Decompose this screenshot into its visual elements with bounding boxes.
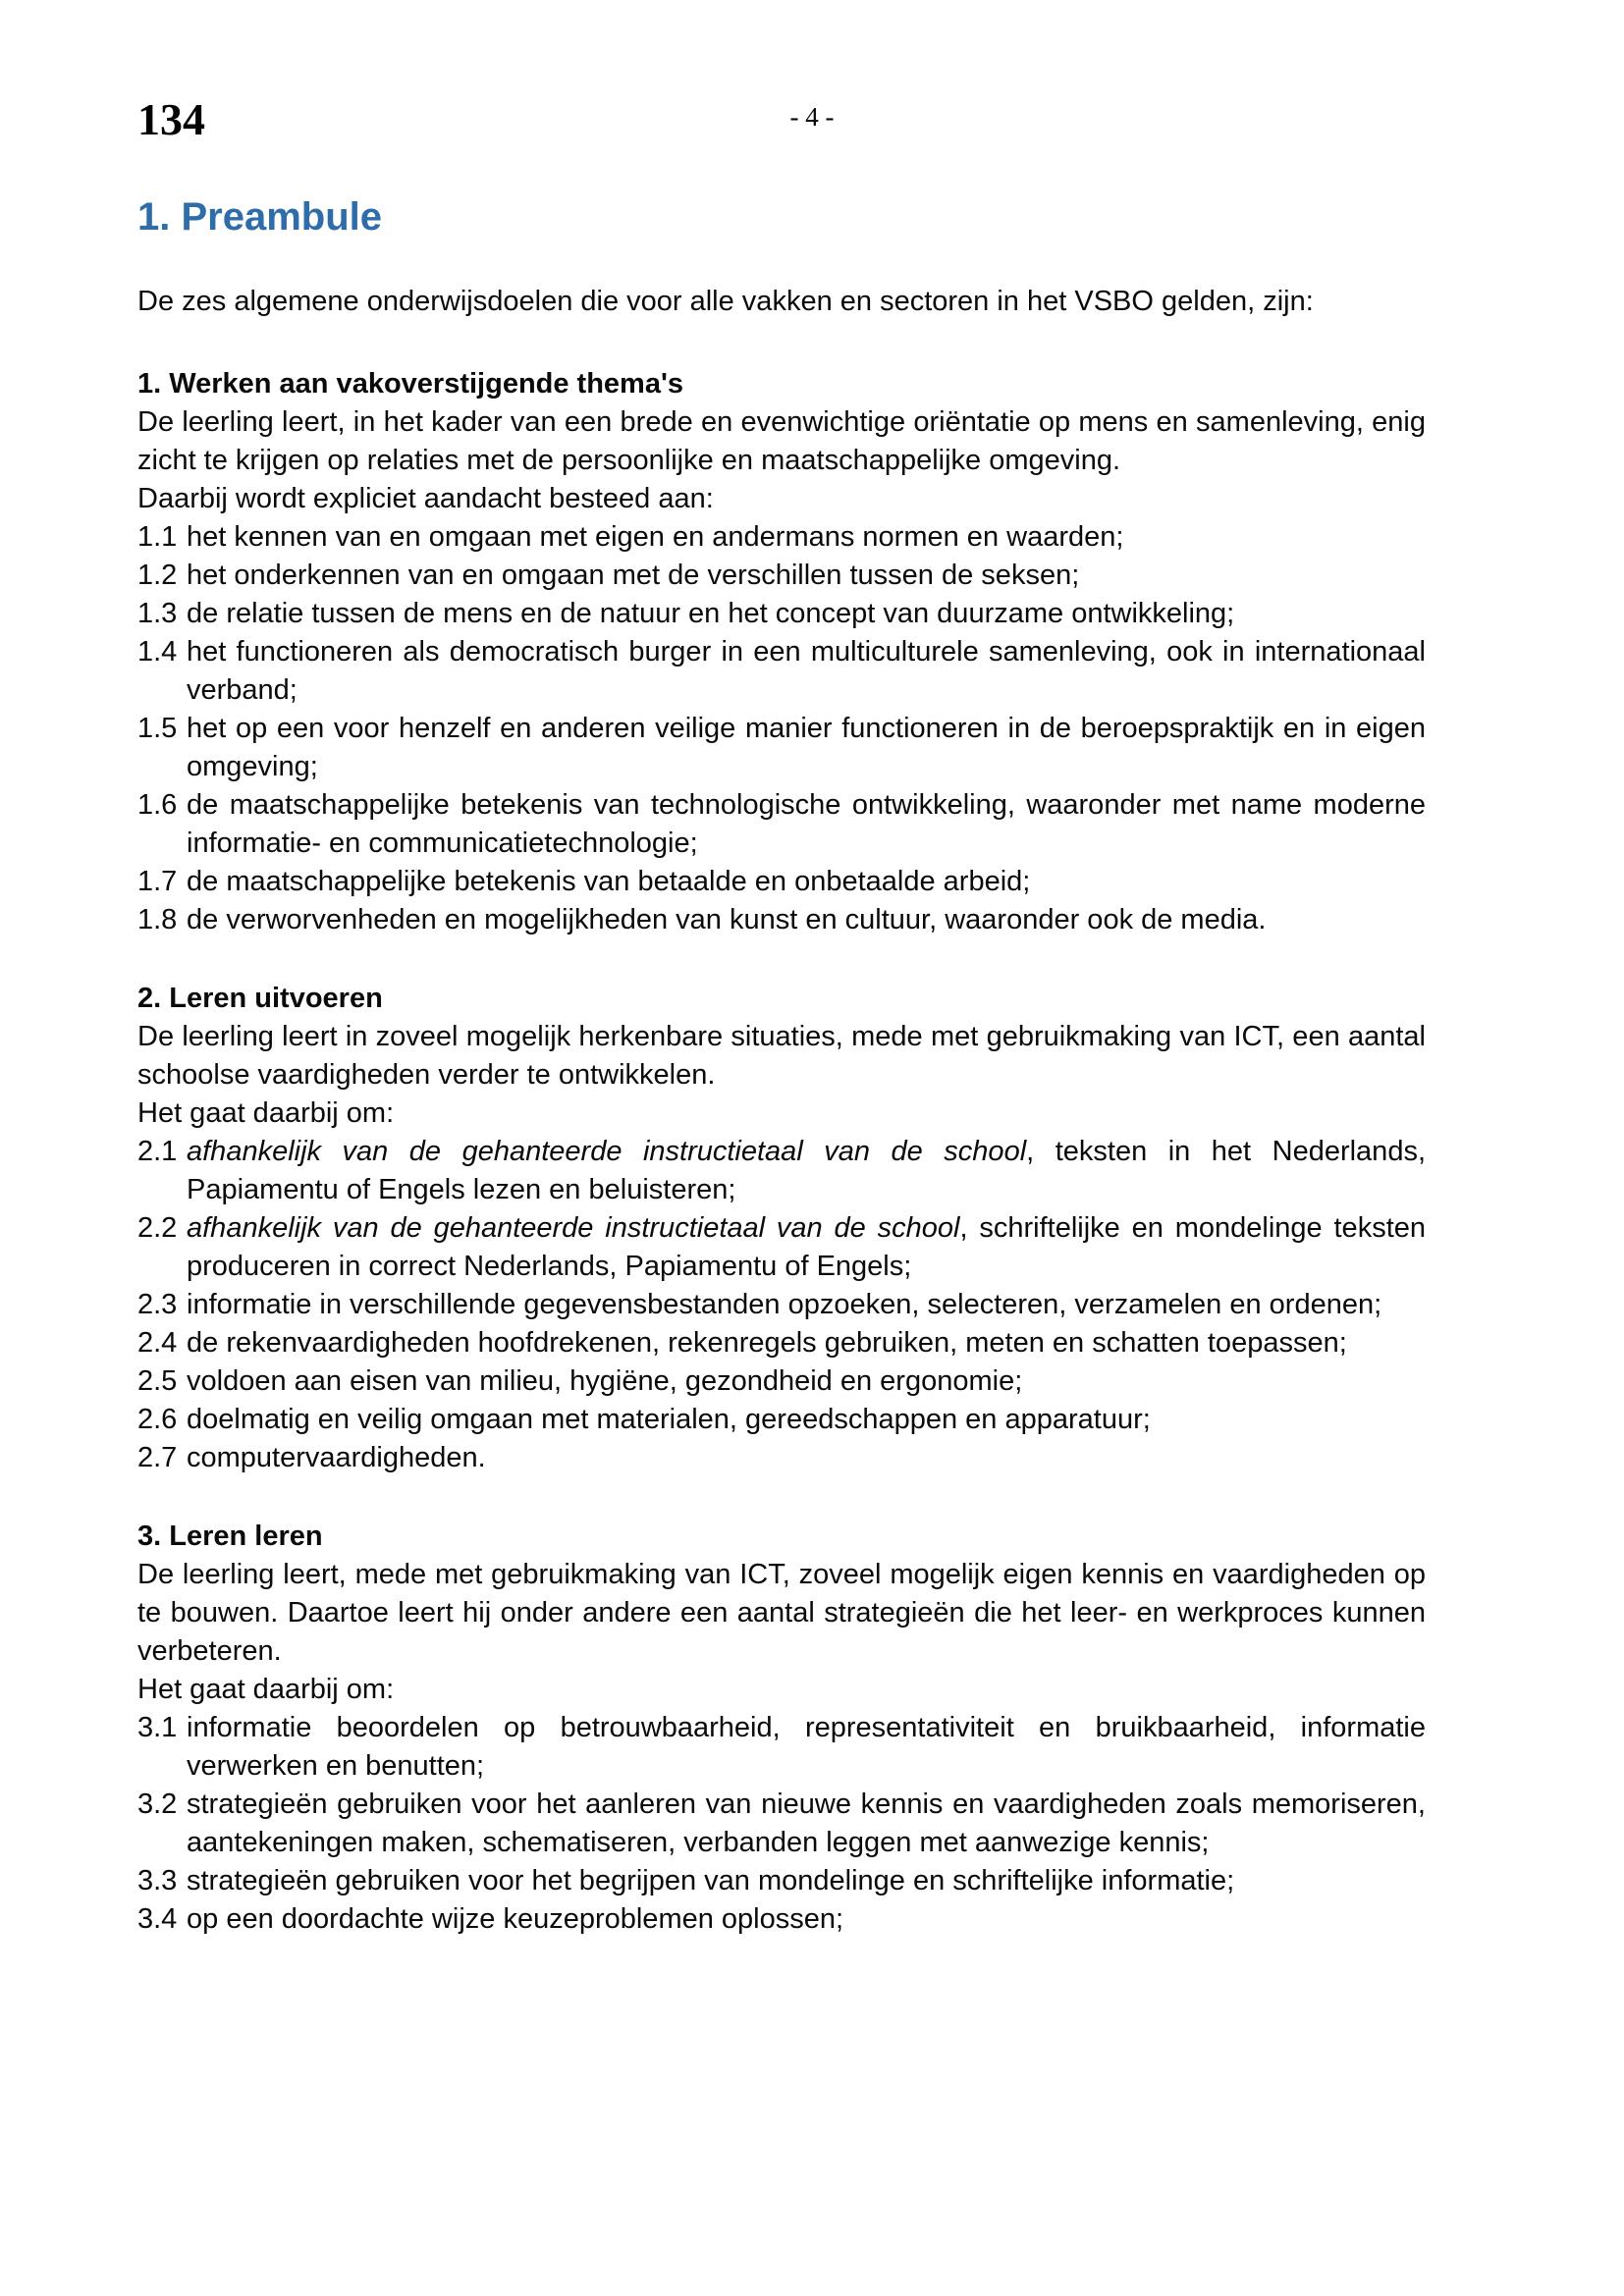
section — [137, 980, 1426, 1477]
item-number: 2.4 — [137, 1327, 178, 1359]
list-item — [137, 518, 1426, 557]
section — [137, 365, 1426, 939]
item-number: 2.1 — [137, 1136, 178, 1167]
item-number: 1.3 — [137, 598, 178, 629]
item-number: 2.2 — [137, 1212, 178, 1244]
list-item — [137, 1709, 1426, 1786]
section-paragraph: De leerling leert, in het kader van een brede en evenwichtige oriëntatie op mens en samenleving, enig zicht te krijgen op relaties met de persoonlijke en maatschappelijke omgeving. — [137, 406, 1426, 476]
item-text: strategieën gebruiken voor het begrijpen van mondelinge en schriftelijke informatie; — [187, 1865, 1235, 1896]
list-item — [137, 1286, 1426, 1324]
item-number: 1.7 — [137, 866, 178, 897]
list-item — [137, 1439, 1426, 1477]
item-text: de relatie tussen de mens en de natuur en het concept van duurzame ontwikkeling; — [187, 598, 1235, 629]
list-item — [137, 595, 1426, 633]
item-text: de verworvenheden en mogelijkheden van kunst en cultuur, waaronder ook de media. — [187, 904, 1267, 935]
page-title: 1. Preambule — [137, 195, 383, 239]
item-number: 1.2 — [137, 560, 178, 591]
section-paragraph: De leerling leert, mede met gebruikmaking van ICT, zoveel mogelijk eigen kennis en vaardigheden op te bouwen. Daartoe leert hij onder andere een aantal strategieën die het leer- en werkproces kunnen verbeteren. — [137, 1559, 1426, 1667]
list-item — [137, 1362, 1426, 1401]
item-list — [137, 518, 1426, 939]
list-item — [137, 557, 1426, 595]
sections-container — [137, 365, 1426, 1939]
item-list — [137, 1709, 1426, 1939]
intro-paragraph: De zes algemene onderwijsdoelen die voor alle vakken en sectoren in het VSBO gelden, zijn: — [137, 286, 1314, 317]
list-item — [137, 1209, 1426, 1286]
item-text: het kennen van en omgaan met eigen en andermans normen en waarden; — [187, 521, 1124, 553]
document-number: 134 — [137, 94, 205, 144]
item-text: afhankelijk van de gehanteerde instructietaal van de school, schriftelijke en mondelinge teksten produceren in correct Nederlands, Papiamentu of Engels; — [187, 1212, 1427, 1282]
item-text-italic: afhankelijk van de gehanteerde instructietaal van de school — [187, 1212, 960, 1244]
item-number: 3.4 — [137, 1903, 178, 1935]
item-text: op een doordachte wijze keuzeproblemen oplossen; — [187, 1903, 844, 1935]
item-number: 3.1 — [137, 1712, 178, 1743]
item-text: afhankelijk van de gehanteerde instructietaal van de school, teksten in het Nederlands, Papiamentu of Engels lezen en beluisteren; — [187, 1136, 1426, 1205]
item-text: de maatschappelijke betekenis van technologische ontwikkeling, waaronder met name moderne informatie- en communicatietechnologie; — [187, 789, 1426, 859]
item-number: 1.5 — [137, 713, 178, 744]
item-text: de rekenvaardigheden hoofdrekenen, rekenregels gebruiken, meten en schatten toepassen; — [187, 1327, 1347, 1359]
list-item — [137, 786, 1426, 863]
list-item — [137, 863, 1426, 901]
list-item — [137, 1324, 1426, 1362]
item-number: 2.3 — [137, 1289, 178, 1320]
item-number: 1.1 — [137, 521, 178, 553]
item-text-italic: afhankelijk van de gehanteerde instructietaal van de school — [187, 1136, 1027, 1167]
section — [137, 1518, 1426, 1939]
list-item — [137, 1900, 1426, 1939]
item-number: 1.4 — [137, 636, 178, 667]
item-text: voldoen aan eisen van milieu, hygiëne, gezondheid en ergonomie; — [187, 1365, 1023, 1397]
section-title: 1. Werken aan vakoverstijgende thema's — [137, 368, 683, 400]
section-paragraph: Daarbij wordt expliciet aandacht besteed aan: — [137, 483, 714, 514]
section-title: 2. Leren uitvoeren — [137, 983, 383, 1014]
page-number: - 4 - — [789, 102, 835, 132]
list-item — [137, 901, 1426, 939]
list-item — [137, 1862, 1426, 1900]
item-number: 3.3 — [137, 1865, 178, 1896]
list-item — [137, 710, 1426, 786]
section-paragraph: Het gaat daarbij om: — [137, 1674, 395, 1705]
item-text: informatie in verschillende gegevensbestanden opzoeken, selecteren, verzamelen en ordenen; — [187, 1289, 1382, 1320]
section-title: 3. Leren leren — [137, 1521, 323, 1552]
item-text: het op een voor henzelf en anderen veilige manier functioneren in de beroepspraktijk en in eigen omgeving; — [187, 713, 1426, 782]
item-text: de maatschappelijke betekenis van betaalde en onbetaalde arbeid; — [187, 866, 1031, 897]
section-paragraph: De leerling leert in zoveel mogelijk herkenbare situaties, mede met gebruikmaking van ICT, een aantal schoolse vaardigheden verder te ontwikkelen. — [137, 1021, 1426, 1091]
list-item — [137, 1133, 1426, 1209]
document-content — [137, 194, 1426, 1939]
item-text: doelmatig en veilig omgaan met materialen, gereedschappen en apparatuur; — [187, 1404, 1151, 1435]
item-text: het functioneren als democratisch burger in een multiculturele samenleving, ook in internationaal verband; — [187, 636, 1426, 706]
item-number: 2.7 — [137, 1442, 178, 1473]
item-text: strategieën gebruiken voor het aanleren van nieuwe kennis en vaardigheden zoals memoriseren, aantekeningen maken, schematiseren, verbanden leggen met aanwezige kennis; — [187, 1789, 1426, 1858]
item-number: 1.8 — [137, 904, 178, 935]
list-item — [137, 1786, 1426, 1862]
item-number: 1.6 — [137, 789, 178, 821]
item-text: informatie beoordelen op betrouwbaarheid, representativiteit en bruikbaarheid, informatie verwerken en benutten; — [187, 1712, 1426, 1782]
item-text: het onderkennen van en omgaan met de verschillen tussen de seksen; — [187, 560, 1080, 591]
item-list — [137, 1133, 1426, 1477]
item-number: 2.6 — [137, 1404, 178, 1435]
list-item — [137, 633, 1426, 710]
item-number: 3.2 — [137, 1789, 178, 1820]
list-item — [137, 1401, 1426, 1439]
section-paragraph: Het gaat daarbij om: — [137, 1097, 395, 1129]
item-text: computervaardigheden. — [187, 1442, 486, 1473]
item-number: 2.5 — [137, 1365, 178, 1397]
